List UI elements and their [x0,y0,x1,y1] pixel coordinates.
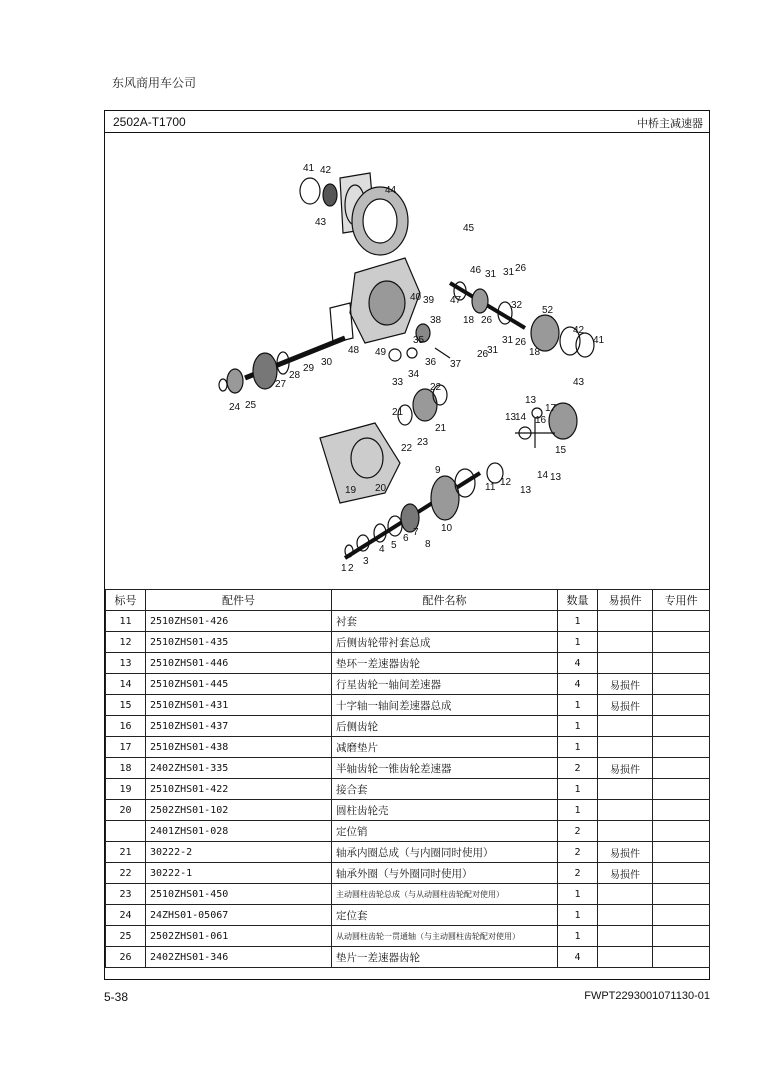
label-48: 48 [348,345,360,356]
label-18b: 18 [529,347,541,358]
cell-no: 21 [106,842,146,863]
cell-qty: 1 [558,779,598,800]
label-26c: 26 [515,337,527,348]
cell-part-number: 30222-2 [146,842,332,863]
label-21: 21 [392,407,404,418]
cell-wear [598,905,653,926]
cell-special [653,905,710,926]
cell-special [653,758,710,779]
cell-part-name: 垫片一差速器齿轮 [332,947,558,968]
label-8: 8 [425,539,431,550]
cell-special [653,926,710,947]
label-22b: 22 [401,443,413,454]
page-number: 5-38 [104,990,129,1004]
label-32: 32 [511,300,523,311]
table-row [106,653,710,674]
cell-qty: 1 [558,695,598,716]
label-44: 44 [385,185,397,196]
label-3: 3 [363,556,369,567]
cell-part-number: 2402ZHS01-346 [146,947,332,968]
cell-no: 25 [106,926,146,947]
assembly-name: 中桥主减速器 [637,117,703,130]
label-31: 31 [485,269,497,280]
cell-part-name: 定位套 [332,905,558,926]
cell-special [653,863,710,884]
seal-ring-shape [300,178,320,204]
cell-part-number: 2510ZHS01-446 [146,653,332,674]
cell-part-number: 2510ZHS01-450 [146,884,332,905]
catalog-header [105,111,709,133]
cell-qty: 1 [558,632,598,653]
cell-no: 12 [106,632,146,653]
cell-part-name: 半轴齿轮一锥齿轮差速器 [332,758,558,779]
cell-no: 26 [106,947,146,968]
label-7: 7 [413,527,419,538]
cell-no: 13 [106,653,146,674]
label-11: 11 [485,482,496,493]
label-19: 19 [345,485,357,496]
cell-special [653,716,710,737]
label-31c: 31 [502,335,514,346]
label-5: 5 [391,540,397,551]
cell-no: 24 [106,905,146,926]
table-row [106,632,710,653]
label-39: 39 [423,295,435,306]
cell-no: 23 [106,884,146,905]
cell-part-name: 十字轴一轴间差速器总成 [332,695,558,716]
cell-no: 18 [106,758,146,779]
label-12: 12 [500,477,512,488]
cell-special [653,653,710,674]
cell-wear [598,611,653,632]
cell-part-number: 2510ZHS01-431 [146,695,332,716]
catalog-frame [104,110,710,980]
assembly-code: 2502A-T1700 [113,115,186,129]
cell-special [653,842,710,863]
label-33: 33 [392,377,404,388]
company-name: 东风商用车公司 [112,76,197,90]
col-header-qty: 数量 [558,590,598,611]
label-25: 25 [245,400,257,411]
cell-no: 20 [106,800,146,821]
cell-part-name: 从动圆柱齿轮一贯通轴（与主动圆柱齿轮配对使用） [332,926,558,947]
cell-special [653,632,710,653]
cell-part-name: 衬套 [332,611,558,632]
cell-qty: 1 [558,884,598,905]
label-45: 45 [463,223,475,234]
cell-qty: 1 [558,800,598,821]
cell-part-number: 24ZHS01-05067 [146,905,332,926]
cell-qty: 2 [558,758,598,779]
cell-part-number: 2510ZHS01-438 [146,737,332,758]
cell-wear: 易损件 [598,758,653,779]
col-header-special: 专用件 [653,590,710,611]
table-row [106,821,710,842]
cell-qty: 2 [558,821,598,842]
cell-special [653,611,710,632]
label-18: 18 [463,315,475,326]
cell-part-number: 2401ZHS01-028 [146,821,332,842]
label-43b: 43 [573,377,585,388]
table-row [106,842,710,863]
cell-part-name: 垫环一差速器齿轮 [332,653,558,674]
cell-qty: 1 [558,737,598,758]
table-row [106,947,710,968]
label-4: 4 [379,544,385,555]
table-row [106,926,710,947]
cell-qty: 1 [558,716,598,737]
cell-qty: 4 [558,674,598,695]
table-row [106,737,710,758]
cell-special [653,821,710,842]
table-row [106,695,710,716]
label-21b: 21 [435,423,447,434]
label-14b: 14 [537,470,549,481]
cell-no: 11 [106,611,146,632]
label-42: 42 [320,165,332,176]
cell-part-number: 2502ZHS01-061 [146,926,332,947]
label-41b: 41 [593,335,605,346]
label-26: 26 [515,263,527,274]
label-40: 40 [410,292,422,303]
label-41: 41 [303,163,315,174]
exploded-diagram [105,133,709,589]
label-28: 28 [289,370,301,381]
cell-wear [598,800,653,821]
cell-wear [598,926,653,947]
cell-special [653,947,710,968]
cell-no: 15 [106,695,146,716]
table-row [106,779,710,800]
label-17: 17 [545,403,557,414]
cell-part-name: 定位销 [332,821,558,842]
cell-part-number: 2510ZHS01-426 [146,611,332,632]
cell-no: 19 [106,779,146,800]
label-34: 34 [408,369,420,380]
table-row [106,611,710,632]
label-26d: 26 [477,349,489,360]
cell-wear [598,716,653,737]
cell-qty: 1 [558,926,598,947]
cell-no [106,821,146,842]
cell-special [653,884,710,905]
label-14: 14 [515,412,527,423]
label-29: 29 [303,363,315,374]
label-46: 46 [470,265,482,276]
label-27: 27 [275,379,287,390]
cell-part-number: 2510ZHS01-437 [146,716,332,737]
label-47: 47 [450,295,462,306]
cell-part-name: 圆柱齿轮壳 [332,800,558,821]
label-43: 43 [315,217,327,228]
label-2: 2 [348,563,354,574]
label-9: 9 [435,465,441,476]
cell-part-number: 2510ZHS01-445 [146,674,332,695]
cell-qty: 1 [558,611,598,632]
col-header-wear: 易损件 [598,590,653,611]
cell-part-name: 减磨垫片 [332,737,558,758]
table-row [106,716,710,737]
col-header-name: 配件名称 [332,590,558,611]
table-header-row [106,590,710,611]
cell-qty: 2 [558,863,598,884]
cell-part-name: 主动圆柱齿轮总成（与从动圆柱齿轮配对使用） [332,884,558,905]
table-row [106,884,710,905]
cell-wear: 易损件 [598,695,653,716]
cell-part-name: 轴承外圈（与外圈同时使用） [332,863,558,884]
label-52: 52 [542,305,554,316]
label-6: 6 [403,533,409,544]
cell-special [653,674,710,695]
cell-part-name: 接合套 [332,779,558,800]
label-24: 24 [229,402,241,413]
cell-wear: 易损件 [598,863,653,884]
cell-no: 16 [106,716,146,737]
table-row [106,758,710,779]
parts-table [105,589,710,968]
label-38: 38 [430,315,442,326]
cell-no: 14 [106,674,146,695]
cell-part-name: 后侧齿轮带衬套总成 [332,632,558,653]
label-23: 23 [417,437,429,448]
label-15: 15 [555,445,567,456]
cell-qty: 2 [558,842,598,863]
cell-part-name: 行星齿轮一轴间差速器 [332,674,558,695]
label-22: 22 [430,382,442,393]
cell-special [653,695,710,716]
label-16: 16 [535,415,547,426]
cell-part-number: 30222-1 [146,863,332,884]
document-code: FWPT2293001071130-01 [584,990,710,1002]
cell-special [653,779,710,800]
label-30: 30 [321,357,333,368]
col-header-no: 标号 [106,590,146,611]
label-37: 37 [450,359,462,370]
label-31b: 31 [503,267,515,278]
label-26b: 26 [481,315,493,326]
cell-qty: 1 [558,905,598,926]
table-row [106,905,710,926]
label-13c: 13 [520,485,532,496]
cell-no: 17 [106,737,146,758]
cell-wear [598,632,653,653]
table-row [106,674,710,695]
label-13: 13 [525,395,537,406]
table-row [106,863,710,884]
cell-qty: 4 [558,653,598,674]
cell-wear [598,821,653,842]
cell-wear [598,779,653,800]
cell-special [653,800,710,821]
cell-part-number: 2402ZHS01-335 [146,758,332,779]
label-31d: 31 [487,345,499,356]
label-1: 1 [341,563,347,574]
cell-wear [598,947,653,968]
cell-wear [598,884,653,905]
cell-special [653,737,710,758]
cell-qty: 4 [558,947,598,968]
cell-part-number: 2510ZHS01-435 [146,632,332,653]
cell-part-name: 轴承内圈总成（与内圈同时使用） [332,842,558,863]
col-header-part: 配件号 [146,590,332,611]
cell-part-number: 2510ZHS01-422 [146,779,332,800]
cell-wear [598,653,653,674]
cell-wear: 易损件 [598,674,653,695]
label-35: 35 [413,335,425,346]
label-10: 10 [441,523,453,534]
table-row [106,800,710,821]
label-20: 20 [375,483,387,494]
label-42b: 42 [573,325,585,336]
cell-wear [598,737,653,758]
label-36: 36 [425,357,437,368]
label-13d: 13 [550,472,562,483]
label-13b: 13 [505,412,517,423]
cell-no: 22 [106,863,146,884]
cell-part-number: 2502ZHS01-102 [146,800,332,821]
label-49: 49 [375,347,387,358]
cell-wear: 易损件 [598,842,653,863]
cell-part-name: 后侧齿轮 [332,716,558,737]
